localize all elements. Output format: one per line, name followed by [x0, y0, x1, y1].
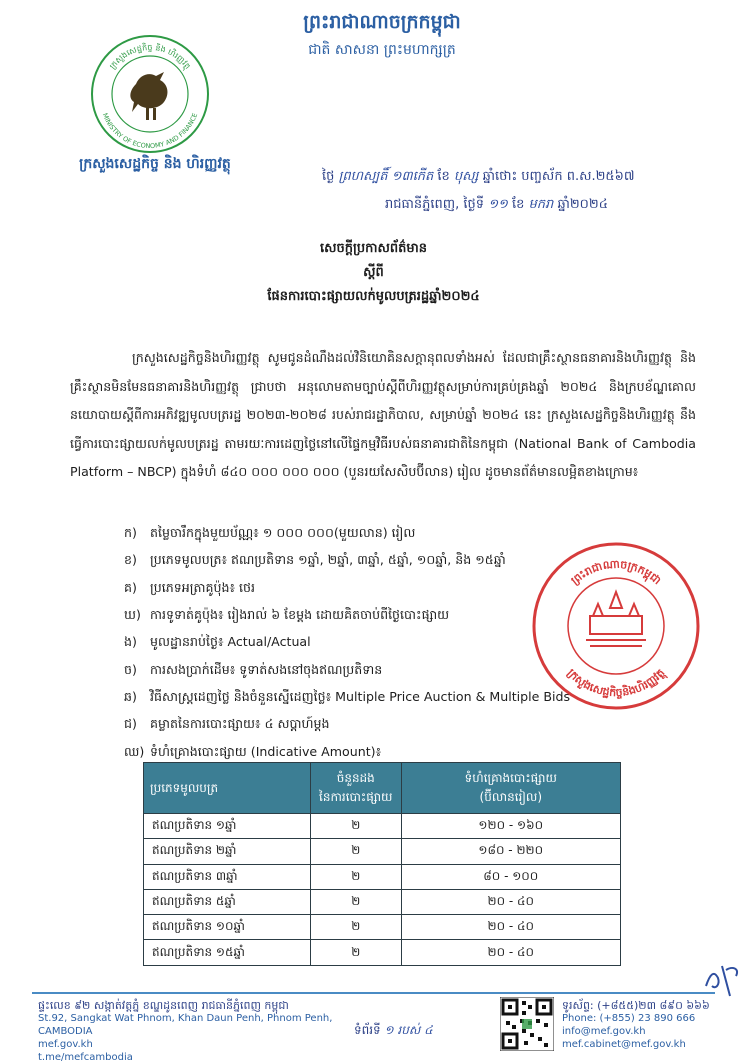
bird-emblem-icon	[130, 72, 167, 120]
footer-address-block	[38, 999, 348, 1064]
cell-amount: ៨០ - ១០០	[401, 864, 620, 889]
ministry-logo	[88, 32, 212, 156]
item-text: ទំហំគ្រោងបោះផ្សាយ (Indicative Amount)៖	[150, 743, 382, 759]
lunar-handwritten-month: បុស្ស	[453, 169, 479, 184]
item-text: វិធីសាស្ត្រដេញថ្លៃ និងចំនួនស្នើដេញថ្លៃ៖ Multiple Price Auction & Multiple Bids	[150, 688, 571, 704]
lunar-prefix: ថ្ងៃ	[322, 169, 335, 184]
table-row	[144, 814, 621, 839]
place-date-line	[385, 196, 725, 215]
place-month-label: ខែ	[512, 197, 525, 212]
place-handwritten-month: មករា	[528, 197, 554, 212]
cell-amount: ១៨០ - ២២០	[401, 839, 620, 864]
header-issue-count-line2: នៃការបោះផ្សាយ	[319, 790, 393, 804]
kingdom-heading: ព្រះរាជាណាចក្រកម្ពុជា	[303, 11, 461, 33]
item-text: គម្លាតនៃការបោះផ្សាយ៖ ៤ សប្តាហ៍ម្តង	[150, 716, 330, 732]
cell-security-type: ឥណប្រតិទាន ១ឆ្នាំ	[144, 814, 311, 839]
item-mark: ឃ)	[124, 607, 141, 623]
item-mark: ឆ)	[124, 688, 137, 704]
svg-text:ព្រះរាជាណាចក្រកម្ពុជា	[569, 558, 664, 588]
stamp-bottom-text: ក្រសួងសេដ្ឋកិច្ចនិងហិរញ្ញវត្ថុ	[564, 666, 668, 700]
svg-text:ក្រសួងសេដ្ឋកិច្ច និង ហិរញ្ញវត្	[108, 42, 192, 72]
place-year: ឆ្នាំ២០២៤	[557, 197, 608, 212]
cell-issue-count: ២	[310, 915, 401, 940]
header-issue-count	[310, 763, 401, 814]
item-mark: ឈ)	[124, 743, 145, 759]
phone-kh: ទូរស័ព្ទ: (+៨៥៥)២៣ ៨៩០ ៦៦៦	[562, 999, 710, 1012]
cell-security-type: ឥណប្រតិទាន ៥ឆ្នាំ	[144, 889, 311, 914]
phone-en[interactable]: Phone: (+855) 23 890 666	[562, 1013, 696, 1024]
email-info[interactable]: info@mef.gov.kh	[562, 1026, 646, 1037]
cell-issue-count: ២	[310, 940, 401, 965]
telegram-link[interactable]: t.me/mefcambodia	[38, 1052, 133, 1063]
cell-amount: ២០ - ៤០	[401, 915, 620, 940]
national-motto: ជាតិ សាសនា ព្រះមហាក្សត្រ	[308, 42, 456, 58]
header-amount-line2: (ប៊ីលានរៀល)	[479, 790, 542, 804]
header-amount	[401, 763, 620, 814]
header-issue-count-line1: ចំនួនដង	[336, 771, 375, 785]
logo-ring-en: MINISTRY OF ECONOMY AND FINANCE	[100, 111, 200, 151]
place-prefix: រាជធានីភ្នំពេញ, ថ្ងៃទី	[385, 197, 485, 212]
lunar-date-line	[322, 168, 722, 187]
footer-divider	[32, 992, 715, 994]
cell-security-type: ឥណប្រតិទាន ១៥ឆ្នាំ	[144, 940, 311, 965]
lunar-year: ឆ្នាំថោះ បញ្ចស័ក ព.ស.២៥៦៧	[482, 169, 635, 184]
ministry-stamp	[530, 540, 702, 712]
email-cabinet[interactable]: mef.cabinet@mef.gov.kh	[562, 1039, 686, 1050]
item-mark: ច)	[124, 661, 137, 677]
table-row	[144, 915, 621, 940]
item-text: ប្រភេទអត្រាគូប៉ុង៖ ថេរ	[150, 579, 255, 595]
website-link[interactable]: mef.gov.kh	[38, 1039, 93, 1050]
item-text: ការសងប្រាក់ដើម៖ ទូទាត់សងនៅចុងឥណប្រតិទាន	[150, 661, 383, 677]
address-kh: ផ្ទះលេខ ៩២ សង្កាត់វត្តភ្នំ ខណ្ឌដូនពេញ រាជធានីភ្នំពេញ កម្ពុជា	[38, 999, 289, 1012]
list-item	[124, 712, 684, 739]
item-text: ប្រភេទមូលបត្រ៖ ឥណប្រតិទាន ១ឆ្នាំ, ២ឆ្នាំ, ៣ឆ្នាំ, ៥ឆ្នាំ, ១០ឆ្នាំ, និង ១៥ឆ្នាំ	[150, 552, 506, 568]
indicative-amount-table	[143, 762, 621, 966]
title-regarding: ស្តីពី	[363, 265, 384, 280]
table-row	[144, 839, 621, 864]
cell-issue-count: ២	[310, 839, 401, 864]
page-handwritten: ១ របស់ ៤	[384, 1023, 433, 1037]
footer-contact-block	[562, 999, 732, 1051]
item-text: ការទូទាត់គូប៉ុង៖ រៀងរាល់ ៦ ខែម្តង ដោយគិតចាប់ពីថ្ងៃបោះផ្សាយ	[150, 607, 450, 623]
svg-text:ក្រសួងសេដ្ឋកិច្ចនិងហិរញ្ញវត្ថុ	[565, 666, 670, 699]
stamp-top-text: ព្រះរាជាណាចក្រកម្ពុជា	[568, 557, 664, 588]
logo-ring-kh: ក្រសួងសេដ្ឋកិច្ច និង ហិរញ្ញវត្ថុ	[107, 42, 193, 71]
item-mark: ជ)	[124, 716, 137, 732]
lunar-month-label: ខែ	[437, 169, 450, 184]
announcement-title: សេចក្តីប្រកាសព័ត៌មាន	[319, 241, 428, 256]
table-row	[144, 940, 621, 965]
item-mark: ង)	[124, 634, 137, 650]
qr-code-icon[interactable]	[500, 997, 554, 1051]
table-row	[144, 864, 621, 889]
temple-icon	[586, 592, 646, 646]
page-prefix: ទំព័រទី	[354, 1023, 381, 1037]
item-text: មូលដ្ឋានរាប់ថ្ងៃ៖ Actual/Actual	[150, 634, 311, 650]
cell-security-type: ឥណប្រតិទាន ២ឆ្នាំ	[144, 839, 311, 864]
header-security-type: ប្រភេទមូលបត្រ	[144, 763, 311, 814]
item-text: តម្លៃចារឹកក្នុងមួយប័ណ្ណ៖ ១ ០០០ ០០០(មួយលាន) រៀល	[150, 525, 416, 541]
cell-security-type: ឥណប្រតិទាន ៣ឆ្នាំ	[144, 864, 311, 889]
cell-amount: ២០ - ៤០	[401, 940, 620, 965]
title-subject: ផែនការបោះផ្សាយលក់មូលបត្ររដ្ឋឆ្នាំ២០២៤	[267, 289, 480, 304]
cell-amount: ១២០ - ១៦០	[401, 814, 620, 839]
table-header-row	[144, 763, 621, 814]
address-en: St.92, Sangkat Wat Phnom, Khan Daun Penh, Phnom Penh, CAMBODIA	[38, 1013, 333, 1037]
svg-text:MINISTRY OF ECONOMY AND FINANC	[101, 112, 199, 150]
item-mark: ក)	[124, 525, 137, 541]
cell-amount: ២០ - ៤០	[401, 889, 620, 914]
page-number	[354, 1022, 433, 1040]
header-amount-line1: ទំហំគ្រោងបោះផ្សាយ	[464, 771, 557, 785]
cell-issue-count: ២	[310, 864, 401, 889]
table-row	[144, 889, 621, 914]
cell-security-type: ឥណប្រតិទាន ១០ឆ្នាំ	[144, 915, 311, 940]
place-handwritten-day: ១១	[488, 197, 508, 212]
lunar-handwritten-day: ព្រហស្បតិ៍ ១៣កើត	[338, 169, 434, 184]
body-paragraph: ក្រសួងសេដ្ឋកិច្ចនិងហិរញ្ញវត្ថុ សូមជូនដំណឹងដល់វិនិយោគិនសក្តានុពលទាំងអស់ ដែលជាគ្រឹះស្ថានធនាគារនិងហិរញ្ញវត្ថុ និងគ្រឹះស្ថានមិនមែនធនាគារនិងហិរញ្ញវត្ថុ ជ្រាបថា អនុលោមតាមច្បាប់ស្តីពីហិរញ្ញវត្ថុសម្រាប់ការគ្រប់គ្រងឆ្នាំ ២០២៤ និងក្របខ័ណ្ឌគោលនយោបាយស្តីពីការអភិវឌ្ឍមូលបត្ររដ្ឋ ២០២៣-២០២៨ របស់រាជរដ្ឋាភិបាល, សម្រាប់ឆ្នាំ ២០២៤ នេះ ក្រសួងសេដ្ឋកិច្ចនិងហិរញ្ញវត្ថុ នឹងធ្វើការបោះផ្សាយលក់មូលបត្ររដ្ឋ តាមរយៈការដេញថ្លៃនៅលើផ្ទៃកម្មវិធីរបស់ធនាគារជាតិនៃកម្ពុជា (National Bank of Cambodia Platform – NBCP) ក្នុងទំហំ ៨៤០ ០០០ ០០០ ០០០ (បួនរយសែសិបប៊ីលាន) រៀល ដូចមានព័ត៌មានលម្អិតខាងក្រោម៖	[70, 350, 696, 479]
ministry-name: ក្រសួងសេដ្ឋកិច្ច និង ហិរញ្ញវត្ថុ	[79, 156, 231, 172]
item-mark: ខ)	[124, 552, 137, 568]
cell-issue-count: ២	[310, 889, 401, 914]
cell-issue-count: ២	[310, 814, 401, 839]
item-mark: គ)	[124, 579, 137, 595]
